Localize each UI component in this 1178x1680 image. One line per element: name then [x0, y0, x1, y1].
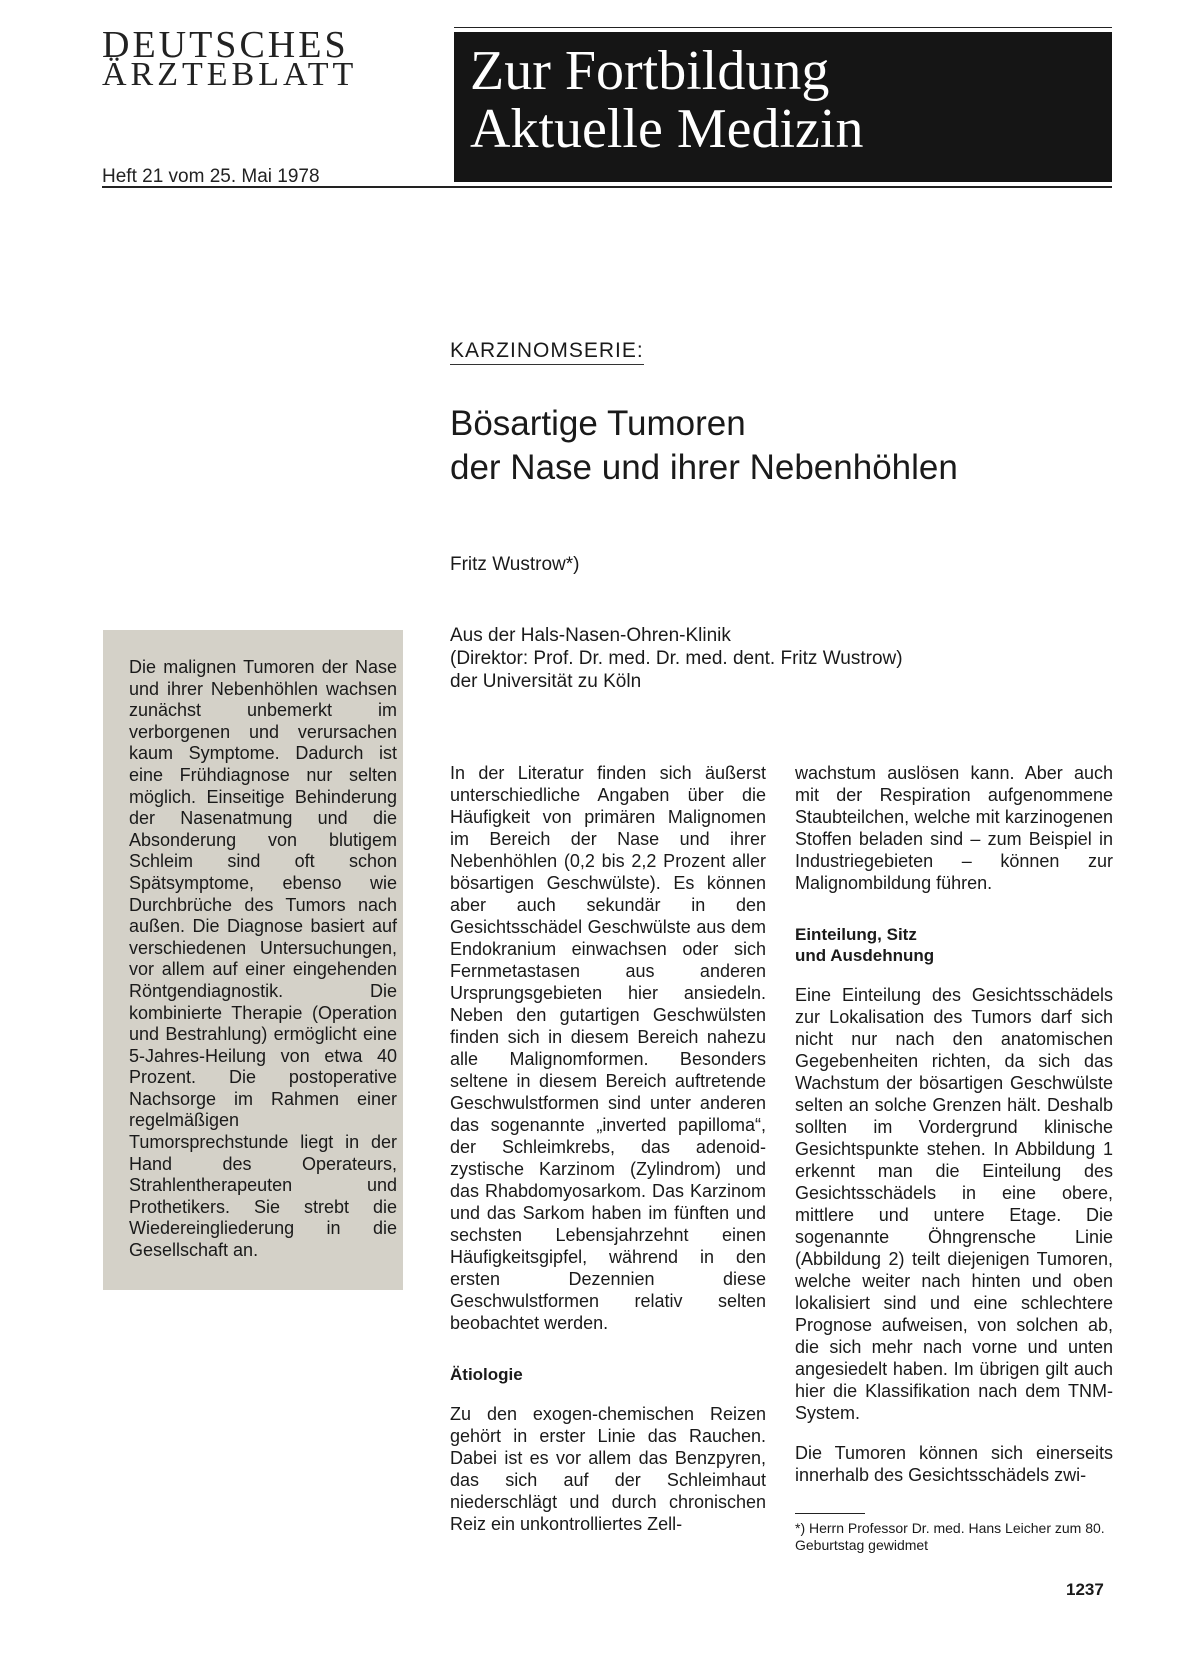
section-banner-line1: Zur Fortbildung: [470, 40, 830, 102]
body-paragraph: wachstum auslösen kann. Aber auch mit der Respiration aufgenommene Staubteilchen, welche mit karzinogenen Stoffen beladen sind – zum Beispiel in Industriegebieten – können zur Malignombildung führen.: [795, 763, 1113, 893]
issue-line: Heft 21 vom 25. Mai 1978: [102, 166, 320, 187]
section-heading-einteilung-line1: Einteilung, Sitz: [795, 925, 917, 944]
journal-name-line1: DEUTSCHES: [102, 24, 349, 66]
abstract-box: [103, 630, 403, 1290]
section-heading-einteilung-line2: und Ausdehnung: [795, 946, 935, 965]
body-column-1: [450, 762, 766, 1553]
footnote-rule: [795, 1513, 865, 1514]
article-title-line1: Bösartige Tumoren: [450, 404, 746, 443]
body-column-2: [795, 762, 1113, 1504]
page-number: 1237: [1066, 1580, 1104, 1599]
journal-logo: [102, 24, 432, 93]
masthead-top-rule: [454, 27, 1112, 28]
footnote: *) Herrn Professor Dr. med. Hans Leicher zum 80. Geburtstag gewidmet: [795, 1520, 1105, 1553]
body-paragraph: Die Tumoren können sich einerseits innerhalb des Gesichtsschädels zwi-: [795, 1443, 1113, 1485]
affiliation: [450, 624, 903, 693]
affiliation-line3: der Universität zu Köln: [450, 671, 642, 692]
affiliation-line2: (Direktor: Prof. Dr. med. Dr. med. dent. Fritz Wustrow): [450, 648, 903, 669]
series-label: KARZINOMSERIE:: [450, 339, 644, 365]
section-banner-line2: Aktuelle Medizin: [470, 98, 864, 160]
article-title: [450, 402, 958, 490]
body-paragraph: Zu den exogen-chemischen Reizen gehört in erster Linie das Rauchen. Dabei ist es vor allem das Benzpyren, das sich auf der Schleimhaut niederschlägt und durch chronischen Reiz ein unkontrolliertes Zell-: [450, 1404, 766, 1534]
body-paragraph: In der Literatur finden sich äußerst unterschiedliche Angaben über die Häufigkeit von primären Malignomen im Bereich der Nase und ihrer Nebenhöhlen (0,2 bis 2,2 Prozent aller bösartigen Geschwülste). Es können aber auch sekundär in den Gesichtsschädel Geschwülste aus dem Endokranium einwachsen oder sich Fernmetastasen aus anderen Ursprungsgebieten hier ansiedeln. Neben den gutartigen Geschwülsten finden sich in diesem Bereich nahezu alle Malignomformen. Besonders seltene in diesem Bereich auftretende Geschwulstformen sind unter anderen das sogenannte „inverted papilloma“, der Schleimkrebs, das adenoid-zystische Karzinom (Zylindrom) und das Rhabdomyosarkom. Das Karzinom und das Sarkom haben im fünften und sechsten Lebensjahrzehnt einen Häufigkeitsgipfel, während in den ersten Dezennien diese Geschwulstformen relativ selten beobachtet werden.: [450, 763, 766, 1333]
section-heading-aetiologie: Ätiologie: [450, 1365, 523, 1384]
section-heading-einteilung: [795, 924, 1113, 966]
masthead-bottom-rule: [102, 186, 1112, 188]
section-banner: [454, 32, 1112, 182]
article-title-line2: der Nase und ihrer Nebenhöhlen: [450, 448, 958, 487]
body-paragraph: Eine Einteilung des Gesichtsschädels zur Lokalisation des Tumors darf sich nicht nur nach den anatomischen Gegebenheiten richten, da sich das Wachstum der bösartigen Geschwülste selten an solche Grenzen hält. Deshalb sollten im Vordergrund klinische Gesichtspunkte stehen. In Abbildung 1 erkennt man die Einteilung des Gesichtsschädels in eine obere, mittlere und untere Etage. Die sogenannte Öhngrensche Linie (Abbildung 2) teilt diejenigen Tumoren, welche weiter nach hinten und oben lokalisiert sind und eine schlechtere Prognose aufweisen, von solchen ab, die sich mehr nach vorne und unten angesiedelt haben. Im übrigen gilt auch hier die Klassifikation nach dem TNM-System.: [795, 985, 1113, 1423]
journal-name-line2: ÄRZTEBLATT: [102, 56, 358, 93]
author-line: Fritz Wustrow*): [450, 554, 580, 575]
abstract-text: Die malignen Tumoren der Nase und ihrer Nebenhöhlen wachsen zunächst unbemerkt im verborgenen und verursachen kaum Symptome. Dadurch ist eine Frühdiagnose nur selten möglich. Einseitige Behinderung der Nasenatmung und die Absonderung von blutigem Schleim sind oft schon Spätsymptome, ebenso wie Durchbrüche des Tumors nach außen. Die Diagnose basiert auf verschiedenen Untersuchungen, vor allem auf einer eingehenden Röntgendiagnostik. Die kombinierte Therapie (Operation und Bestrahlung) ermöglicht eine 5-Jahres-Heilung von etwa 40 Prozent. Die postoperative Nachsorge im Rahmen einer regelmäßigen Tumorsprechstunde liegt in der Hand des Operateurs, Strahlentherapeuten und Prothetikers. Sie strebt die Wiedereingliederung in die Gesellschaft an.: [129, 657, 397, 1261]
affiliation-line1: Aus der Hals-Nasen-Ohren-Klinik: [450, 625, 731, 646]
